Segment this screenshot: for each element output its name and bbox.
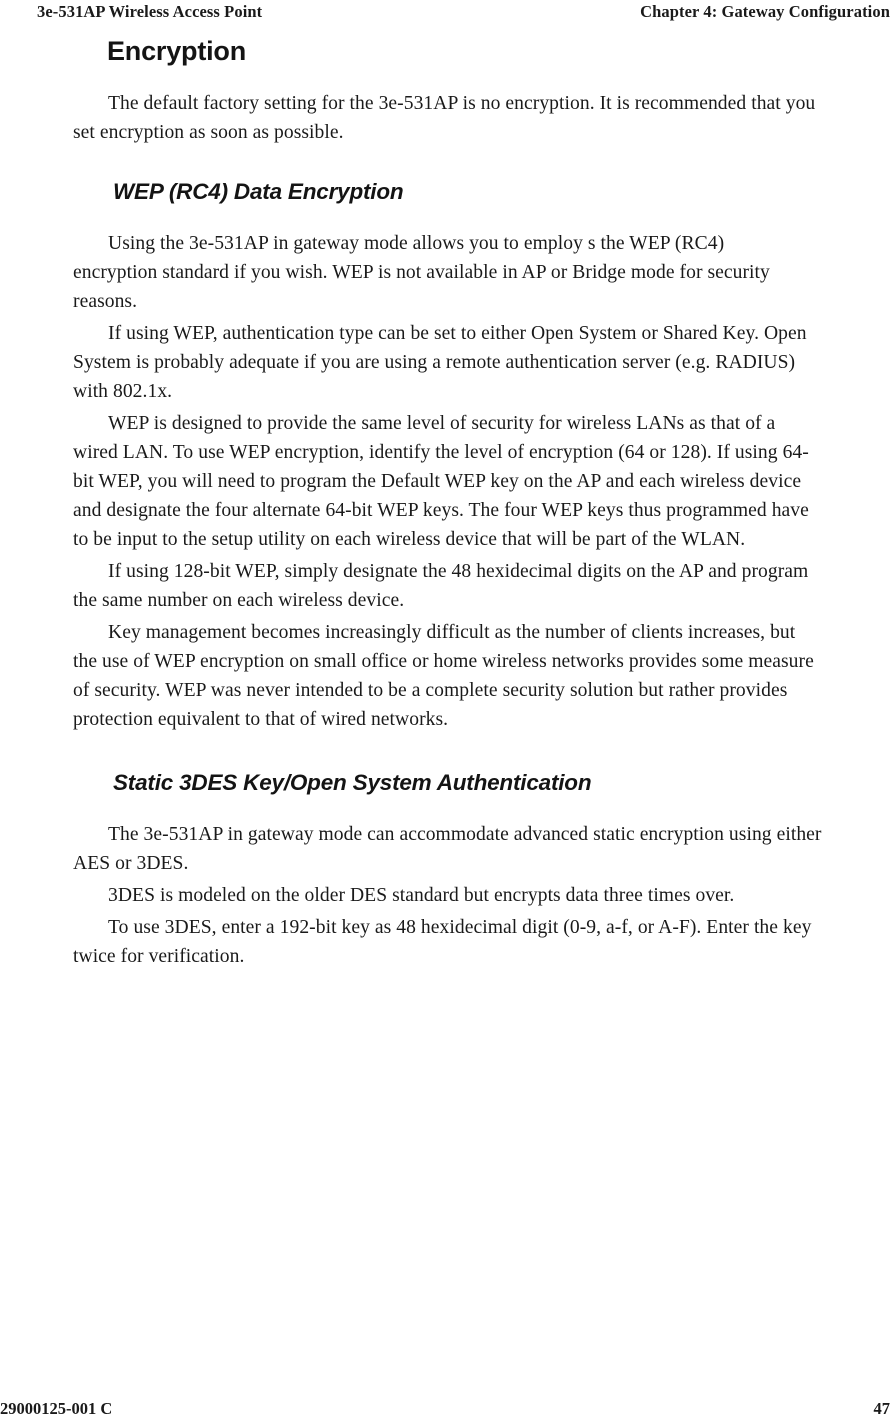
paragraph-wep-5: Key management becomes increasingly difficult as the number of clients increases, but the use of WEP encryption on small office or home wireless networks provides some measure of security. WEP was never intended to be a complete security solution but rather provides protection equivalent to that of wired networks. <box>73 622 814 730</box>
subsection-heading-wep: WEP (RC4) Data Encryption <box>113 179 404 204</box>
paragraph-wep-3: WEP is designed to provide the same level of security for wireless LANs as that of a wired LAN. To use WEP encryption, identify the level of encryption (64 or 128). If using 64-bit WEP, you will need to program the Default WEP key on the AP and each wireless device and designate the four alternate 64-bit WEP keys. The four WEP keys thus programmed have to be input to the setup utility on each wireless device that will be part of the WLAN. <box>73 413 809 550</box>
paragraph-3des-2: 3DES is modeled on the older DES standard but encrypts data three times over. <box>108 885 735 906</box>
paragraph-wep-4: If using 128-bit WEP, simply designate the 48 hexidecimal digits on the AP and program the same number on each wireless device. <box>73 561 809 611</box>
paragraph-wep-2: If using WEP, authentication type can be set to either Open System or Shared Key. Open System is probably adequate if you are using a remote authentication server (e.g. RADIUS) with 802.1x. <box>73 323 807 402</box>
page-title: Encryption <box>107 36 247 66</box>
paragraph-wep-1: Using the 3e-531AP in gateway mode allows you to employ s the WEP (RC4) encryption standard if you wish. WEP is not available in AP or Bridge mode for security reasons. <box>73 233 770 312</box>
paragraph-intro: The default factory setting for the 3e-531AP is no encryption. It is recommended that you set encryption as soon as possible. <box>73 93 816 143</box>
footer-page-number: 47 <box>873 1399 890 1418</box>
header-chapter-title: Chapter 4: Gateway Configuration <box>640 2 890 21</box>
content-column <box>73 32 823 971</box>
running-header <box>0 2 894 26</box>
paragraph-3des-1: The 3e-531AP in gateway mode can accommodate advanced static encryption using either AES or 3DES. <box>73 824 822 874</box>
footer-document-number: 29000125-001 C <box>0 1399 113 1418</box>
paragraph-3des-3: To use 3DES, enter a 192-bit key as 48 hexidecimal digit (0-9, a-f, or A-F). Enter the key twice for verification. <box>73 917 812 967</box>
subsection-heading-3des: Static 3DES Key/Open System Authentication <box>113 770 592 795</box>
header-product-name: 3e-531AP Wireless Access Point <box>37 2 263 21</box>
running-footer <box>0 1395 894 1419</box>
